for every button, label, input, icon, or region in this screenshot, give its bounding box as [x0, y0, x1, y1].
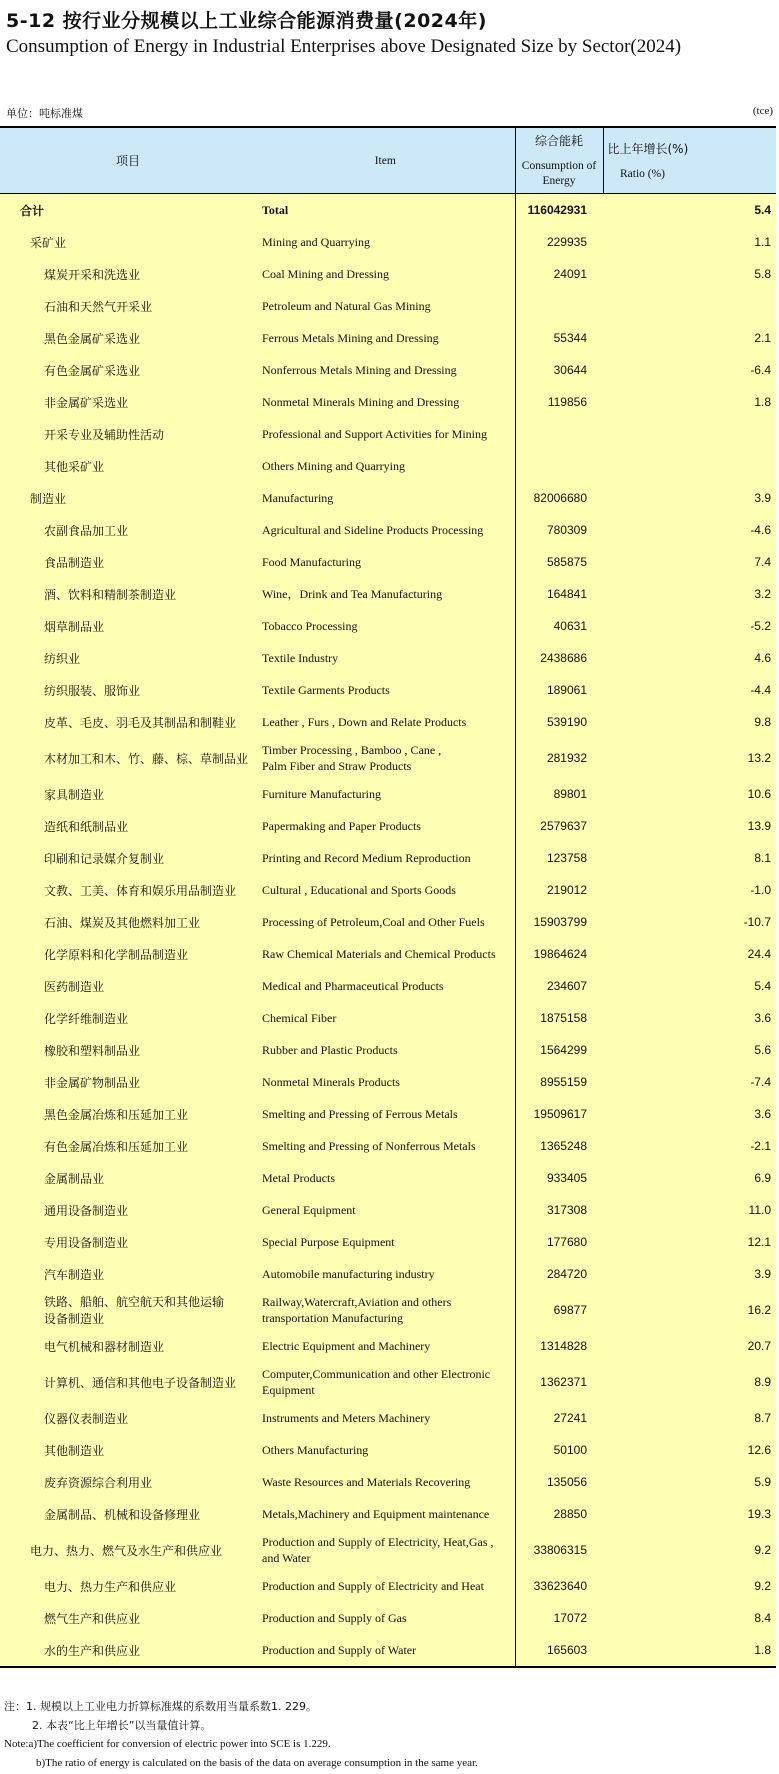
row-item-cn: 电力、热力生产和供应业	[0, 1570, 256, 1602]
row-item-cn: 采矿业	[0, 226, 256, 258]
row-item-cn: 有色金属冶炼和压延加工业	[0, 1130, 256, 1162]
row-ratio-value: 1.8	[603, 1634, 776, 1667]
row-item-en: Professional and Support Activities for Mining	[256, 418, 515, 450]
row-ratio-value: 13.2	[603, 738, 776, 778]
row-item-cn: 通用设备制造业	[0, 1194, 256, 1226]
table-body	[0, 194, 776, 1668]
row-consumption-value	[515, 418, 603, 450]
row-consumption-value: 8955159	[515, 1066, 603, 1098]
row-ratio-value: 3.9	[603, 1258, 776, 1290]
row-item-cn: 电力、热力、燃气及水生产和供应业	[0, 1530, 256, 1570]
row-item-en: Production and Supply of Gas	[256, 1602, 515, 1634]
row-ratio-value: 2.1	[603, 322, 776, 354]
table-row	[0, 1402, 776, 1434]
row-item-en: Wine，Drink and Tea Manufacturing	[256, 578, 515, 610]
row-item-cn: 石油、煤炭及其他燃料加工业	[0, 906, 256, 938]
row-ratio-value: 1.8	[603, 386, 776, 418]
row-item-cn: 仪器仪表制造业	[0, 1402, 256, 1434]
row-item-cn: 汽车制造业	[0, 1258, 256, 1290]
row-consumption-value: 135056	[515, 1466, 603, 1498]
row-item-en: Metals,Machinery and Equipment maintenance	[256, 1498, 515, 1530]
row-consumption-value: 19864624	[515, 938, 603, 970]
table-row	[0, 1162, 776, 1194]
table-row	[0, 1634, 776, 1667]
row-ratio-value: 3.2	[603, 578, 776, 610]
row-item-cn: 化学原料和化学制品制造业	[0, 938, 256, 970]
row-item-en: Nonmetal Minerals Products	[256, 1066, 515, 1098]
row-ratio-value: 8.9	[603, 1362, 776, 1402]
row-ratio-value: 3.9	[603, 482, 776, 514]
row-item-en: Petroleum and Natural Gas Mining	[256, 290, 515, 322]
row-consumption-value: 284720	[515, 1258, 603, 1290]
table-row	[0, 226, 776, 258]
row-item-cn: 其他采矿业	[0, 450, 256, 482]
row-item-en: Nonferrous Metals Mining and Dressing	[256, 354, 515, 386]
row-consumption-value: 933405	[515, 1162, 603, 1194]
row-consumption-value: 1362371	[515, 1362, 603, 1402]
row-ratio-value: -7.4	[603, 1066, 776, 1098]
row-consumption-value: 19509617	[515, 1098, 603, 1130]
row-item-cn: 纺织业	[0, 642, 256, 674]
row-item-en: Instruments and Meters Machinery	[256, 1402, 515, 1434]
row-item-en: Papermaking and Paper Products	[256, 810, 515, 842]
table-row	[0, 354, 776, 386]
row-consumption-value: 50100	[515, 1434, 603, 1466]
row-item-cn: 开采专业及辅助性活动	[0, 418, 256, 450]
row-item-cn: 燃气生产和供应业	[0, 1602, 256, 1634]
row-ratio-value: 16.2	[603, 1290, 776, 1330]
row-ratio-value: 24.4	[603, 938, 776, 970]
row-ratio-value: 8.4	[603, 1602, 776, 1634]
table-row	[0, 738, 776, 778]
row-ratio-value: 11.0	[603, 1194, 776, 1226]
row-item-cn: 木材加工和木、竹、藤、棕、草制品业	[0, 738, 256, 778]
row-item-en: Manufacturing	[256, 482, 515, 514]
row-item-en: Production and Supply of Electricity, Heat,Gas , and Water	[256, 1530, 515, 1570]
row-item-cn: 非金属矿采选业	[0, 386, 256, 418]
note-cn-2: 2. 本表“比上年增长”以当量值计算。	[32, 1719, 212, 1732]
row-ratio-value	[603, 450, 776, 482]
table-row	[0, 1466, 776, 1498]
row-consumption-value: 219012	[515, 874, 603, 906]
row-item-cn: 橡胶和塑料制品业	[0, 1034, 256, 1066]
row-item-cn: 农副食品加工业	[0, 514, 256, 546]
row-item-cn: 石油和天然气开采业	[0, 290, 256, 322]
row-item-en: General Equipment	[256, 1194, 515, 1226]
footnotes	[4, 1697, 478, 1773]
table-row	[0, 674, 776, 706]
row-item-en: Cultural , Educational and Sports Goods	[256, 874, 515, 906]
table-row	[0, 1098, 776, 1130]
row-item-en: Printing and Record Medium Reproduction	[256, 842, 515, 874]
table-row	[0, 322, 776, 354]
row-item-en: Production and Supply of Water	[256, 1634, 515, 1667]
row-ratio-value: 20.7	[603, 1330, 776, 1362]
table-row	[0, 578, 776, 610]
row-consumption-value: 55344	[515, 322, 603, 354]
row-consumption-value: 17072	[515, 1602, 603, 1634]
row-ratio-value: -1.0	[603, 874, 776, 906]
table-row	[0, 418, 776, 450]
row-ratio-value: 5.4	[603, 194, 776, 227]
row-ratio-value: 12.1	[603, 1226, 776, 1258]
row-ratio-value: 5.9	[603, 1466, 776, 1498]
note-en-2: b)The ratio of energy is calculated on the basis of the data on average consumption in the same year.	[36, 1757, 478, 1769]
row-item-en: Raw Chemical Materials and Chemical Products	[256, 938, 515, 970]
row-item-cn: 专用设备制造业	[0, 1226, 256, 1258]
header-ratio: 比上年增长(%) Ratio (%)	[603, 127, 776, 194]
table-row	[0, 874, 776, 906]
row-ratio-value: 3.6	[603, 1002, 776, 1034]
row-ratio-value: -6.4	[603, 354, 776, 386]
row-consumption-value: 234607	[515, 970, 603, 1002]
row-item-en: Ferrous Metals Mining and Dressing	[256, 322, 515, 354]
row-ratio-value: 19.3	[603, 1498, 776, 1530]
row-item-en: Coal Mining and Dressing	[256, 258, 515, 290]
row-item-en: Processing of Petroleum,Coal and Other Fuels	[256, 906, 515, 938]
row-consumption-value: 165603	[515, 1634, 603, 1667]
row-item-cn: 制造业	[0, 482, 256, 514]
row-item-en: Mining and Quarrying	[256, 226, 515, 258]
row-item-cn: 铁路、船舶、航空航天和其他运输 设备制造业	[0, 1290, 256, 1330]
row-consumption-value: 229935	[515, 226, 603, 258]
row-ratio-value: 9.8	[603, 706, 776, 738]
row-ratio-value: 5.6	[603, 1034, 776, 1066]
row-consumption-value: 33806315	[515, 1530, 603, 1570]
row-item-cn: 煤炭开采和洗选业	[0, 258, 256, 290]
row-item-en: Chemical Fiber	[256, 1002, 515, 1034]
row-ratio-value: 10.6	[603, 778, 776, 810]
table-row	[0, 642, 776, 674]
row-item-en: Computer,Communication and other Electronic Equipment	[256, 1362, 515, 1402]
row-consumption-value: 585875	[515, 546, 603, 578]
row-item-en: Nonmetal Minerals Mining and Dressing	[256, 386, 515, 418]
row-ratio-value: 12.6	[603, 1434, 776, 1466]
table-row	[0, 450, 776, 482]
row-consumption-value: 1314828	[515, 1330, 603, 1362]
note-cn-1: 注：1. 规模以上工业电力折算标准煤的系数用当量系数1. 229。	[4, 1700, 317, 1713]
table-row	[0, 290, 776, 322]
row-consumption-value: 2438686	[515, 642, 603, 674]
row-consumption-value: 30644	[515, 354, 603, 386]
row-ratio-value: 13.9	[603, 810, 776, 842]
row-ratio-value: 5.4	[603, 970, 776, 1002]
row-item-cn: 医药制造业	[0, 970, 256, 1002]
row-ratio-value: 8.1	[603, 842, 776, 874]
row-item-cn: 黑色金属矿采选业	[0, 322, 256, 354]
page-title-en: Consumption of Energy in Industrial Enterprises above Designated Size by Sector(2024)	[6, 36, 682, 57]
table-row	[0, 1498, 776, 1530]
table-row	[0, 1602, 776, 1634]
row-item-en: Automobile manufacturing industry	[256, 1258, 515, 1290]
table-row	[0, 706, 776, 738]
row-consumption-value: 27241	[515, 1402, 603, 1434]
row-item-en: Electric Equipment and Machinery	[256, 1330, 515, 1362]
row-consumption-value: 780309	[515, 514, 603, 546]
row-consumption-value: 1875158	[515, 1002, 603, 1034]
row-item-cn: 酒、饮料和精制茶制造业	[0, 578, 256, 610]
row-consumption-value: 189061	[515, 674, 603, 706]
table-row	[0, 1034, 776, 1066]
row-consumption-value: 1365248	[515, 1130, 603, 1162]
table-row	[0, 1530, 776, 1570]
table-row	[0, 1290, 776, 1330]
table-row	[0, 514, 776, 546]
row-consumption-value: 2579637	[515, 810, 603, 842]
row-item-en: Medical and Pharmaceutical Products	[256, 970, 515, 1002]
row-item-cn: 金属制品业	[0, 1162, 256, 1194]
table-row	[0, 970, 776, 1002]
row-ratio-value: 6.9	[603, 1162, 776, 1194]
row-item-en: Others Mining and Quarrying	[256, 450, 515, 482]
row-consumption-value: 15903799	[515, 906, 603, 938]
row-item-cn: 家具制造业	[0, 778, 256, 810]
row-ratio-value: 7.4	[603, 546, 776, 578]
row-item-en: Timber Processing , Bamboo , Cane , Palm Fiber and Straw Products	[256, 738, 515, 778]
row-consumption-value: 317308	[515, 1194, 603, 1226]
row-ratio-value	[603, 290, 776, 322]
row-ratio-value: 8.7	[603, 1402, 776, 1434]
note-en-1: Note:a)The coefficient for conversion of electric power into SCE is 1.229.	[4, 1738, 331, 1750]
row-ratio-value: 9.2	[603, 1530, 776, 1570]
row-item-en: Rubber and Plastic Products	[256, 1034, 515, 1066]
row-item-en: Smelting and Pressing of Ferrous Metals	[256, 1098, 515, 1130]
row-consumption-value: 539190	[515, 706, 603, 738]
row-item-cn: 食品制造业	[0, 546, 256, 578]
row-item-cn: 有色金属矿采选业	[0, 354, 256, 386]
row-item-cn: 金属制品、机械和设备修理业	[0, 1498, 256, 1530]
header-item-cn: 项目	[0, 127, 256, 194]
table-row	[0, 906, 776, 938]
row-item-en: Food Manufacturing	[256, 546, 515, 578]
table-row	[0, 1226, 776, 1258]
row-ratio-value: 1.1	[603, 226, 776, 258]
table-row	[0, 1066, 776, 1098]
row-item-cn: 化学纤维制造业	[0, 1002, 256, 1034]
row-item-cn: 纺织服装、服饰业	[0, 674, 256, 706]
row-item-cn: 烟草制品业	[0, 610, 256, 642]
table-row	[0, 258, 776, 290]
table-row	[0, 1434, 776, 1466]
table-row	[0, 482, 776, 514]
row-consumption-value: 281932	[515, 738, 603, 778]
row-item-cn: 印刷和记录媒介复制业	[0, 842, 256, 874]
table-row	[0, 1330, 776, 1362]
row-consumption-value: 177680	[515, 1226, 603, 1258]
row-consumption-value	[515, 450, 603, 482]
row-consumption-value: 164841	[515, 578, 603, 610]
row-item-en: Textile Industry	[256, 642, 515, 674]
row-item-en: Agricultural and Sideline Products Processing	[256, 514, 515, 546]
row-consumption-value: 123758	[515, 842, 603, 874]
row-item-cn: 其他制造业	[0, 1434, 256, 1466]
table-row	[0, 610, 776, 642]
row-ratio-value	[603, 418, 776, 450]
table-row	[0, 778, 776, 810]
table-row	[0, 938, 776, 970]
table-row	[0, 386, 776, 418]
table-row	[0, 810, 776, 842]
table-row	[0, 1258, 776, 1290]
row-item-en: Metal Products	[256, 1162, 515, 1194]
row-consumption-value: 40631	[515, 610, 603, 642]
row-consumption-value: 82006680	[515, 482, 603, 514]
row-item-en: Leather , Furs , Down and Relate Products	[256, 706, 515, 738]
table-row	[0, 1130, 776, 1162]
table-row	[0, 194, 776, 227]
table-row	[0, 1194, 776, 1226]
row-item-cn: 非金属矿物制品业	[0, 1066, 256, 1098]
table-row	[0, 1362, 776, 1402]
row-ratio-value: -4.6	[603, 514, 776, 546]
row-consumption-value: 89801	[515, 778, 603, 810]
unit-label-en: (tce)	[752, 105, 773, 117]
row-item-en: Tobacco Processing	[256, 610, 515, 642]
row-ratio-value: 4.6	[603, 642, 776, 674]
row-item-cn: 废弃资源综合利用业	[0, 1466, 256, 1498]
row-item-cn: 造纸和纸制品业	[0, 810, 256, 842]
row-ratio-value: 3.6	[603, 1098, 776, 1130]
row-item-cn: 电气机械和器材制造业	[0, 1330, 256, 1362]
row-ratio-value: -4.4	[603, 674, 776, 706]
row-consumption-value: 1564299	[515, 1034, 603, 1066]
table-row	[0, 842, 776, 874]
row-ratio-value: 9.2	[603, 1570, 776, 1602]
table-row	[0, 546, 776, 578]
row-item-cn: 文教、工美、体育和娱乐用品制造业	[0, 874, 256, 906]
row-item-en: Special Purpose Equipment	[256, 1226, 515, 1258]
row-ratio-value: 5.8	[603, 258, 776, 290]
row-consumption-value: 116042931	[515, 194, 603, 227]
page-title-cn: 5-12 按行业分规模以上工业综合能源消费量(2024年)	[6, 10, 487, 32]
row-item-cn: 计算机、通信和其他电子设备制造业	[0, 1362, 256, 1402]
row-consumption-value	[515, 290, 603, 322]
row-item-en: Furniture Manufacturing	[256, 778, 515, 810]
header-item-en: Item	[256, 127, 515, 194]
row-consumption-value: 28850	[515, 1498, 603, 1530]
header-consumption: 综合能耗 Consumption of Energy	[515, 127, 603, 194]
row-ratio-value: -2.1	[603, 1130, 776, 1162]
row-consumption-value: 69877	[515, 1290, 603, 1330]
row-item-cn: 皮革、毛皮、羽毛及其制品和制鞋业	[0, 706, 256, 738]
row-item-en: Others Manufacturing	[256, 1434, 515, 1466]
row-item-en: Railway,Watercraft,Aviation and others transportation Manufacturing	[256, 1290, 515, 1330]
table-row	[0, 1570, 776, 1602]
row-ratio-value: -5.2	[603, 610, 776, 642]
unit-label-cn: 单位：吨标准煤	[6, 107, 83, 120]
energy-consumption-table	[0, 126, 776, 1668]
row-consumption-value: 33623640	[515, 1570, 603, 1602]
row-ratio-value: -10.7	[603, 906, 776, 938]
row-item-cn: 水的生产和供应业	[0, 1634, 256, 1667]
row-item-cn: 合计	[0, 194, 256, 227]
row-consumption-value: 119856	[515, 386, 603, 418]
table-header-row	[0, 127, 776, 194]
row-item-en: Textile Garments Products	[256, 674, 515, 706]
table-row	[0, 1002, 776, 1034]
row-item-en: Smelting and Pressing of Nonferrous Metals	[256, 1130, 515, 1162]
row-item-en: Waste Resources and Materials Recovering	[256, 1466, 515, 1498]
row-item-cn: 黑色金属冶炼和压延加工业	[0, 1098, 256, 1130]
row-consumption-value: 24091	[515, 258, 603, 290]
row-item-en: Total	[256, 194, 515, 227]
row-item-en: Production and Supply of Electricity and Heat	[256, 1570, 515, 1602]
